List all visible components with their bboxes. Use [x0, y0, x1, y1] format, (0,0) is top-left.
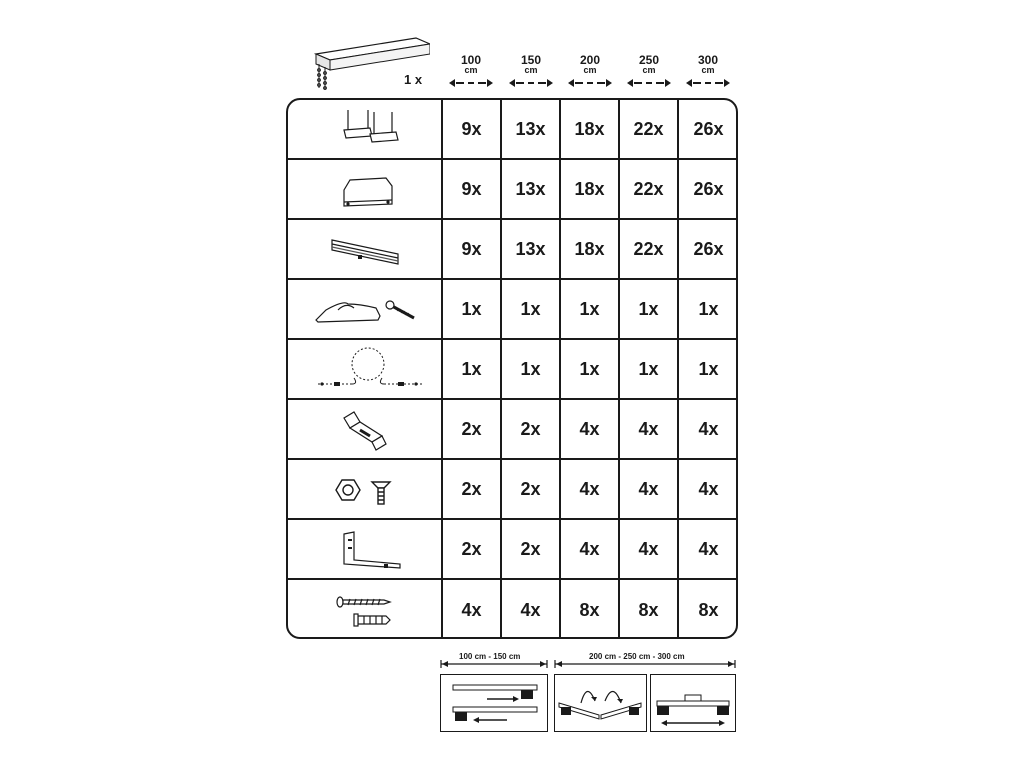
quantity-cell: 8x	[561, 580, 620, 639]
bead-chain-loop-icon	[288, 340, 443, 400]
wall-bracket-icon	[288, 520, 443, 580]
quantity-cell: 9x	[443, 160, 502, 218]
quantity-cell: 2x	[443, 400, 502, 458]
column-unit: cm	[524, 65, 538, 75]
table-row	[288, 400, 736, 460]
carrier-hooks-icon	[288, 100, 443, 160]
double-arrow-icon	[508, 78, 554, 88]
column-unit: cm	[701, 65, 715, 75]
column-header-250	[621, 55, 677, 88]
table-row	[288, 460, 736, 520]
quantity-cell: 4x	[698, 478, 719, 499]
quantity-cell: 1x	[561, 340, 620, 398]
quantity-cell: 26x	[693, 118, 724, 139]
quantity-cell: 13x	[502, 100, 561, 158]
bracket-clip-icon	[288, 400, 443, 460]
part-icon-cell	[288, 580, 443, 639]
range-label-large: 200 cm - 250 cm - 300 cm	[586, 652, 688, 661]
quantity-cell: 2x	[502, 460, 561, 518]
column-size: 300	[697, 53, 719, 67]
quantity-cell: 4x	[561, 460, 620, 518]
column-size: 150	[520, 53, 542, 67]
quantity-cell: 1x	[561, 280, 620, 338]
double-arrow-icon	[685, 78, 731, 88]
double-arrow-icon	[448, 78, 494, 88]
table-row	[288, 340, 736, 400]
part-icon-cell	[288, 160, 443, 218]
double-arrow-icon	[567, 78, 613, 88]
quantity-cell: 2x	[502, 520, 561, 578]
quantity-cell: 2x	[502, 400, 561, 458]
quantity-cell: 4x	[620, 520, 679, 578]
column-size: 250	[638, 53, 660, 67]
cord-cleat-screw-icon	[288, 280, 443, 340]
quantity-cell: 22x	[620, 220, 679, 278]
quantity-cell: 13x	[502, 220, 561, 278]
nut-and-bolt-icon	[288, 460, 443, 520]
quantity-cell: 8x	[620, 580, 679, 639]
diagram-panel-side-stack	[440, 674, 548, 732]
bracket-spacing-diagram-icon	[651, 675, 735, 731]
column-unit: cm	[464, 65, 478, 75]
quantity-cell: 2x	[443, 460, 502, 518]
range-label-small: 100 cm - 150 cm	[456, 652, 523, 661]
slat-holder-icon	[288, 220, 443, 280]
quantity-cell: 4x	[620, 460, 679, 518]
part-icon-cell	[288, 400, 443, 458]
quantity-cell: 13x	[502, 160, 561, 218]
table-row	[288, 100, 736, 160]
quantity-cell: 2x	[443, 520, 502, 578]
quantity-cell: 4x	[698, 538, 719, 559]
quantity-cell: 1x	[698, 358, 719, 379]
quantity-cell: 4x	[561, 400, 620, 458]
parts-table	[286, 98, 738, 639]
quantity-cell: 8x	[698, 599, 719, 620]
quantity-cell: 26x	[693, 238, 724, 259]
diagram-panel-bracket-spacing	[650, 674, 736, 732]
quantity-cell: 1x	[620, 280, 679, 338]
screw-and-dowel-icon	[288, 580, 443, 639]
rail-quantity: 1 x	[404, 72, 423, 87]
quantity-cell: 22x	[620, 100, 679, 158]
column-size: 100	[460, 53, 482, 67]
quantity-cell: 18x	[561, 100, 620, 158]
glider-clip-icon	[288, 160, 443, 220]
part-icon-cell	[288, 100, 443, 158]
table-row	[288, 220, 736, 280]
part-icon-cell	[288, 520, 443, 578]
column-header-200	[562, 55, 618, 88]
quantity-cell: 1x	[502, 340, 561, 398]
table-row	[288, 520, 736, 580]
side-stack-diagram-icon	[441, 675, 547, 731]
double-arrow-icon	[626, 78, 672, 88]
table-row	[288, 280, 736, 340]
quantity-cell: 1x	[443, 340, 502, 398]
quantity-cell: 4x	[443, 580, 502, 639]
quantity-cell: 9x	[443, 220, 502, 278]
quantity-cell: 26x	[693, 178, 724, 199]
column-header-100	[443, 55, 499, 88]
range-arrow-large-icon	[554, 660, 736, 668]
center-split-diagram-icon	[555, 675, 646, 731]
column-unit: cm	[583, 65, 597, 75]
quantity-cell: 1x	[620, 340, 679, 398]
quantity-cell: 18x	[561, 220, 620, 278]
quantity-cell: 9x	[443, 100, 502, 158]
column-header-150	[503, 55, 559, 88]
quantity-cell: 4x	[561, 520, 620, 578]
table-row	[288, 160, 736, 220]
column-size: 200	[579, 53, 601, 67]
quantity-cell: 22x	[620, 160, 679, 218]
column-unit: cm	[642, 65, 656, 75]
quantity-cell: 4x	[698, 418, 719, 439]
quantity-cell: 1x	[698, 298, 719, 319]
part-icon-cell	[288, 280, 443, 338]
quantity-cell: 4x	[502, 580, 561, 639]
quantity-cell: 18x	[561, 160, 620, 218]
part-icon-cell	[288, 460, 443, 518]
column-header-300	[680, 55, 736, 88]
table-row	[288, 580, 736, 639]
quantity-cell: 1x	[502, 280, 561, 338]
part-icon-cell	[288, 340, 443, 398]
part-icon-cell	[288, 220, 443, 278]
quantity-cell: 4x	[620, 400, 679, 458]
range-arrow-small-icon	[440, 660, 548, 668]
quantity-cell: 1x	[443, 280, 502, 338]
diagram-panel-center-split	[554, 674, 647, 732]
